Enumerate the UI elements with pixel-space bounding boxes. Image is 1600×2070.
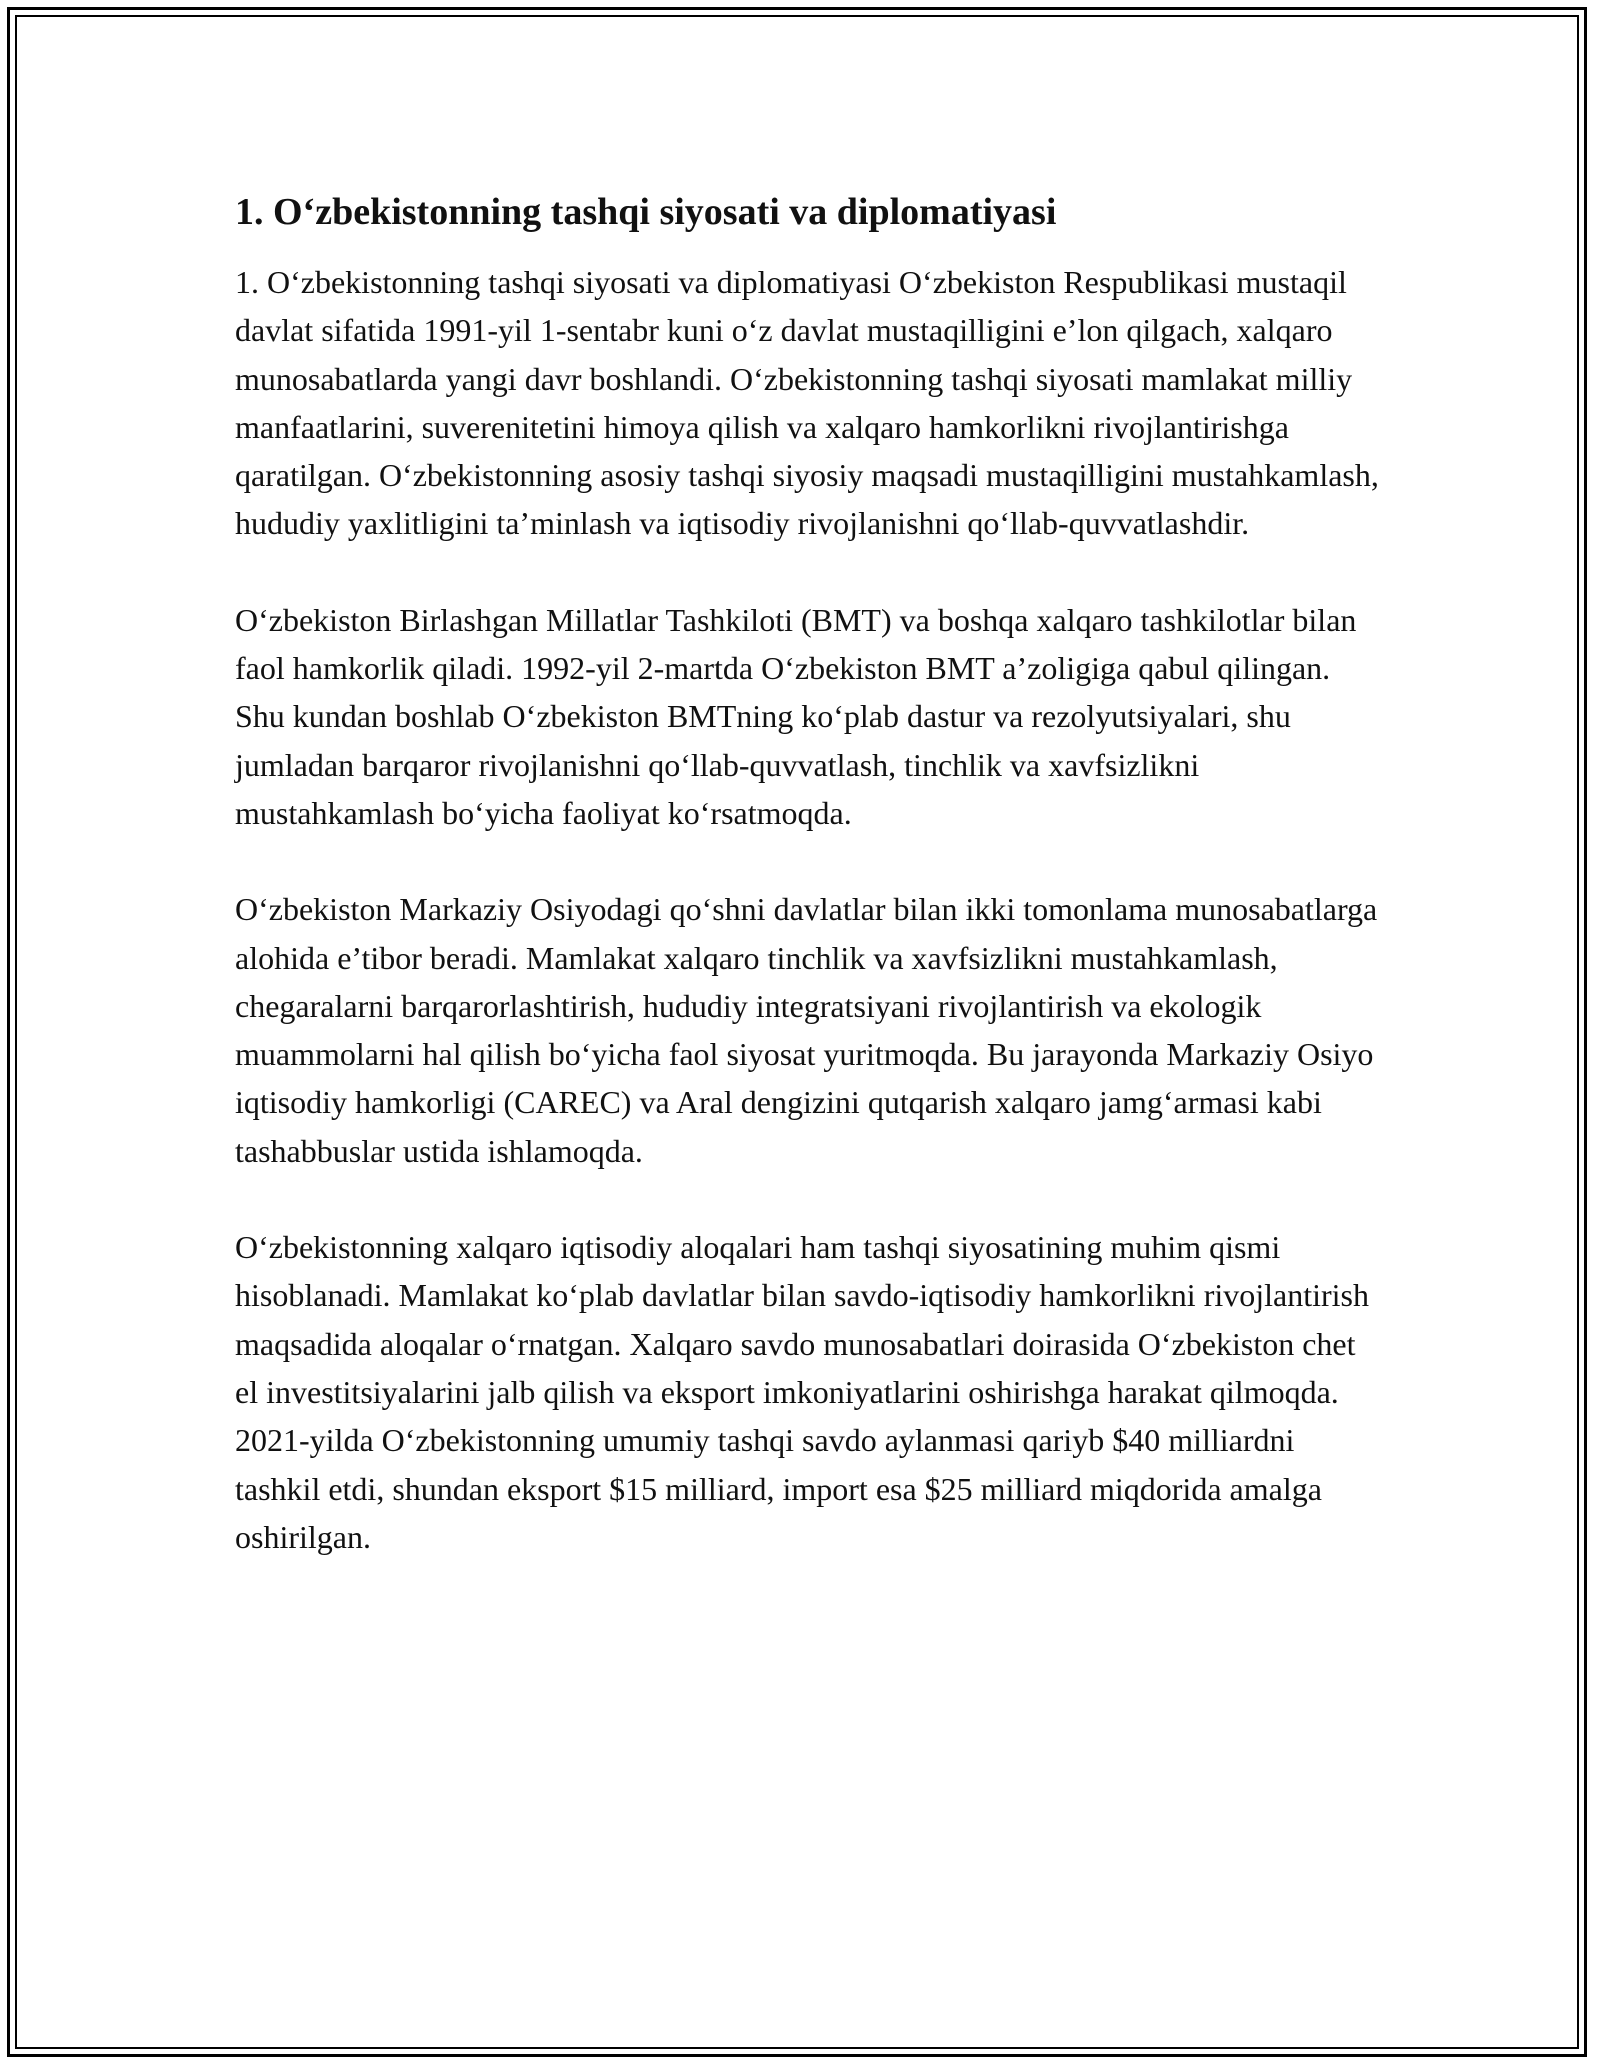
paragraph-2: O‘zbekiston Birlashgan Millatlar Tashkiloti (BMT) va boshqa xalqaro tashkilotlar bilan faol hamkorlik qiladi. 1992-yil 2-martda O‘zbekiston BMT a’zoligiga qabul qilingan. Shu kundan boshlab O‘zbekiston BMTning ko‘plab dastur va rezolyutsiyalari, shu jumladan barqaror rivojlanishni qo‘llab-quvvatlash, tinchlik va xavfsizlikni mustahkamlash bo‘yicha faoliyat ko‘rsatmoqda.	[235, 601, 1357, 831]
paragraph-3: O‘zbekiston Markaziy Osiyodagi qo‘shni davlatlar bilan ikki tomonlama munosabatlarga alohida e’tibor beradi. Mamlakat xalqaro tinchlik va xavfsizlikni mustahkamlash, chegaralarni barqarorlashtirish, hududiy integratsiyani rivojlantirish va ekologik muammolarni hal qilish bo‘yicha faol siyosat yuritmoqda. Bu jarayonda Markaziy Osiyo iqtisodiy hamkorligi (CAREC) va Aral dengizini qutqarish xalqaro jamg‘armasi kabi tashabbuslar ustida ishlamoqda.	[235, 891, 1378, 1169]
document-body	[235, 188, 1385, 1609]
document-heading: 1. O‘zbekistonning tashqi siyosati va diplomatiyasi	[235, 191, 1057, 233]
paragraph-4: O‘zbekistonning xalqaro iqtisodiy aloqalari ham tashqi siyosatining muhim qismi hisoblanadi. Mamlakat ko‘plab davlatlar bilan savdo-iqtisodiy hamkorlikni rivojlantirish maqsadida aloqalar o‘rnatgan. Xalqaro savdo munosabatlari doirasida O‘zbekiston chet el investitsiyalarini jalb qilish va eksport imkoniyatlarini oshirishga harakat qilmoqda. 2021-yilda O‘zbekistonning umumiy tashqi savdo aylanmasi qariyb $40 milliardni tashkil etdi, shundan eksport $15 milliard, import esa $25 milliard miqdorida amalga oshirilgan.	[235, 1229, 1369, 1555]
paragraph-1: 1. O‘zbekistonning tashqi siyosati va diplomatiyasi O‘zbekiston Respublikasi mustaqil davlat sifatida 1991-yil 1-sentabr kuni o‘z davlat mustaqilligini e’lon qilgach, xalqaro munosabatlarda yangi davr boshlandi. O‘zbekistonning tashqi siyosati mamlakat milliy manfaatlarini, suverenitetini himoya qilish va xalqaro hamkorlikni rivojlantirishga qaratilgan. O‘zbekistonning asosiy tashqi siyosiy maqsadi mustaqilligini mustahkamlash, hududiy yaxlitligini ta’minlash va iqtisodiy rivojlanishni qo‘llab-quvvatlashdir.	[235, 264, 1379, 542]
